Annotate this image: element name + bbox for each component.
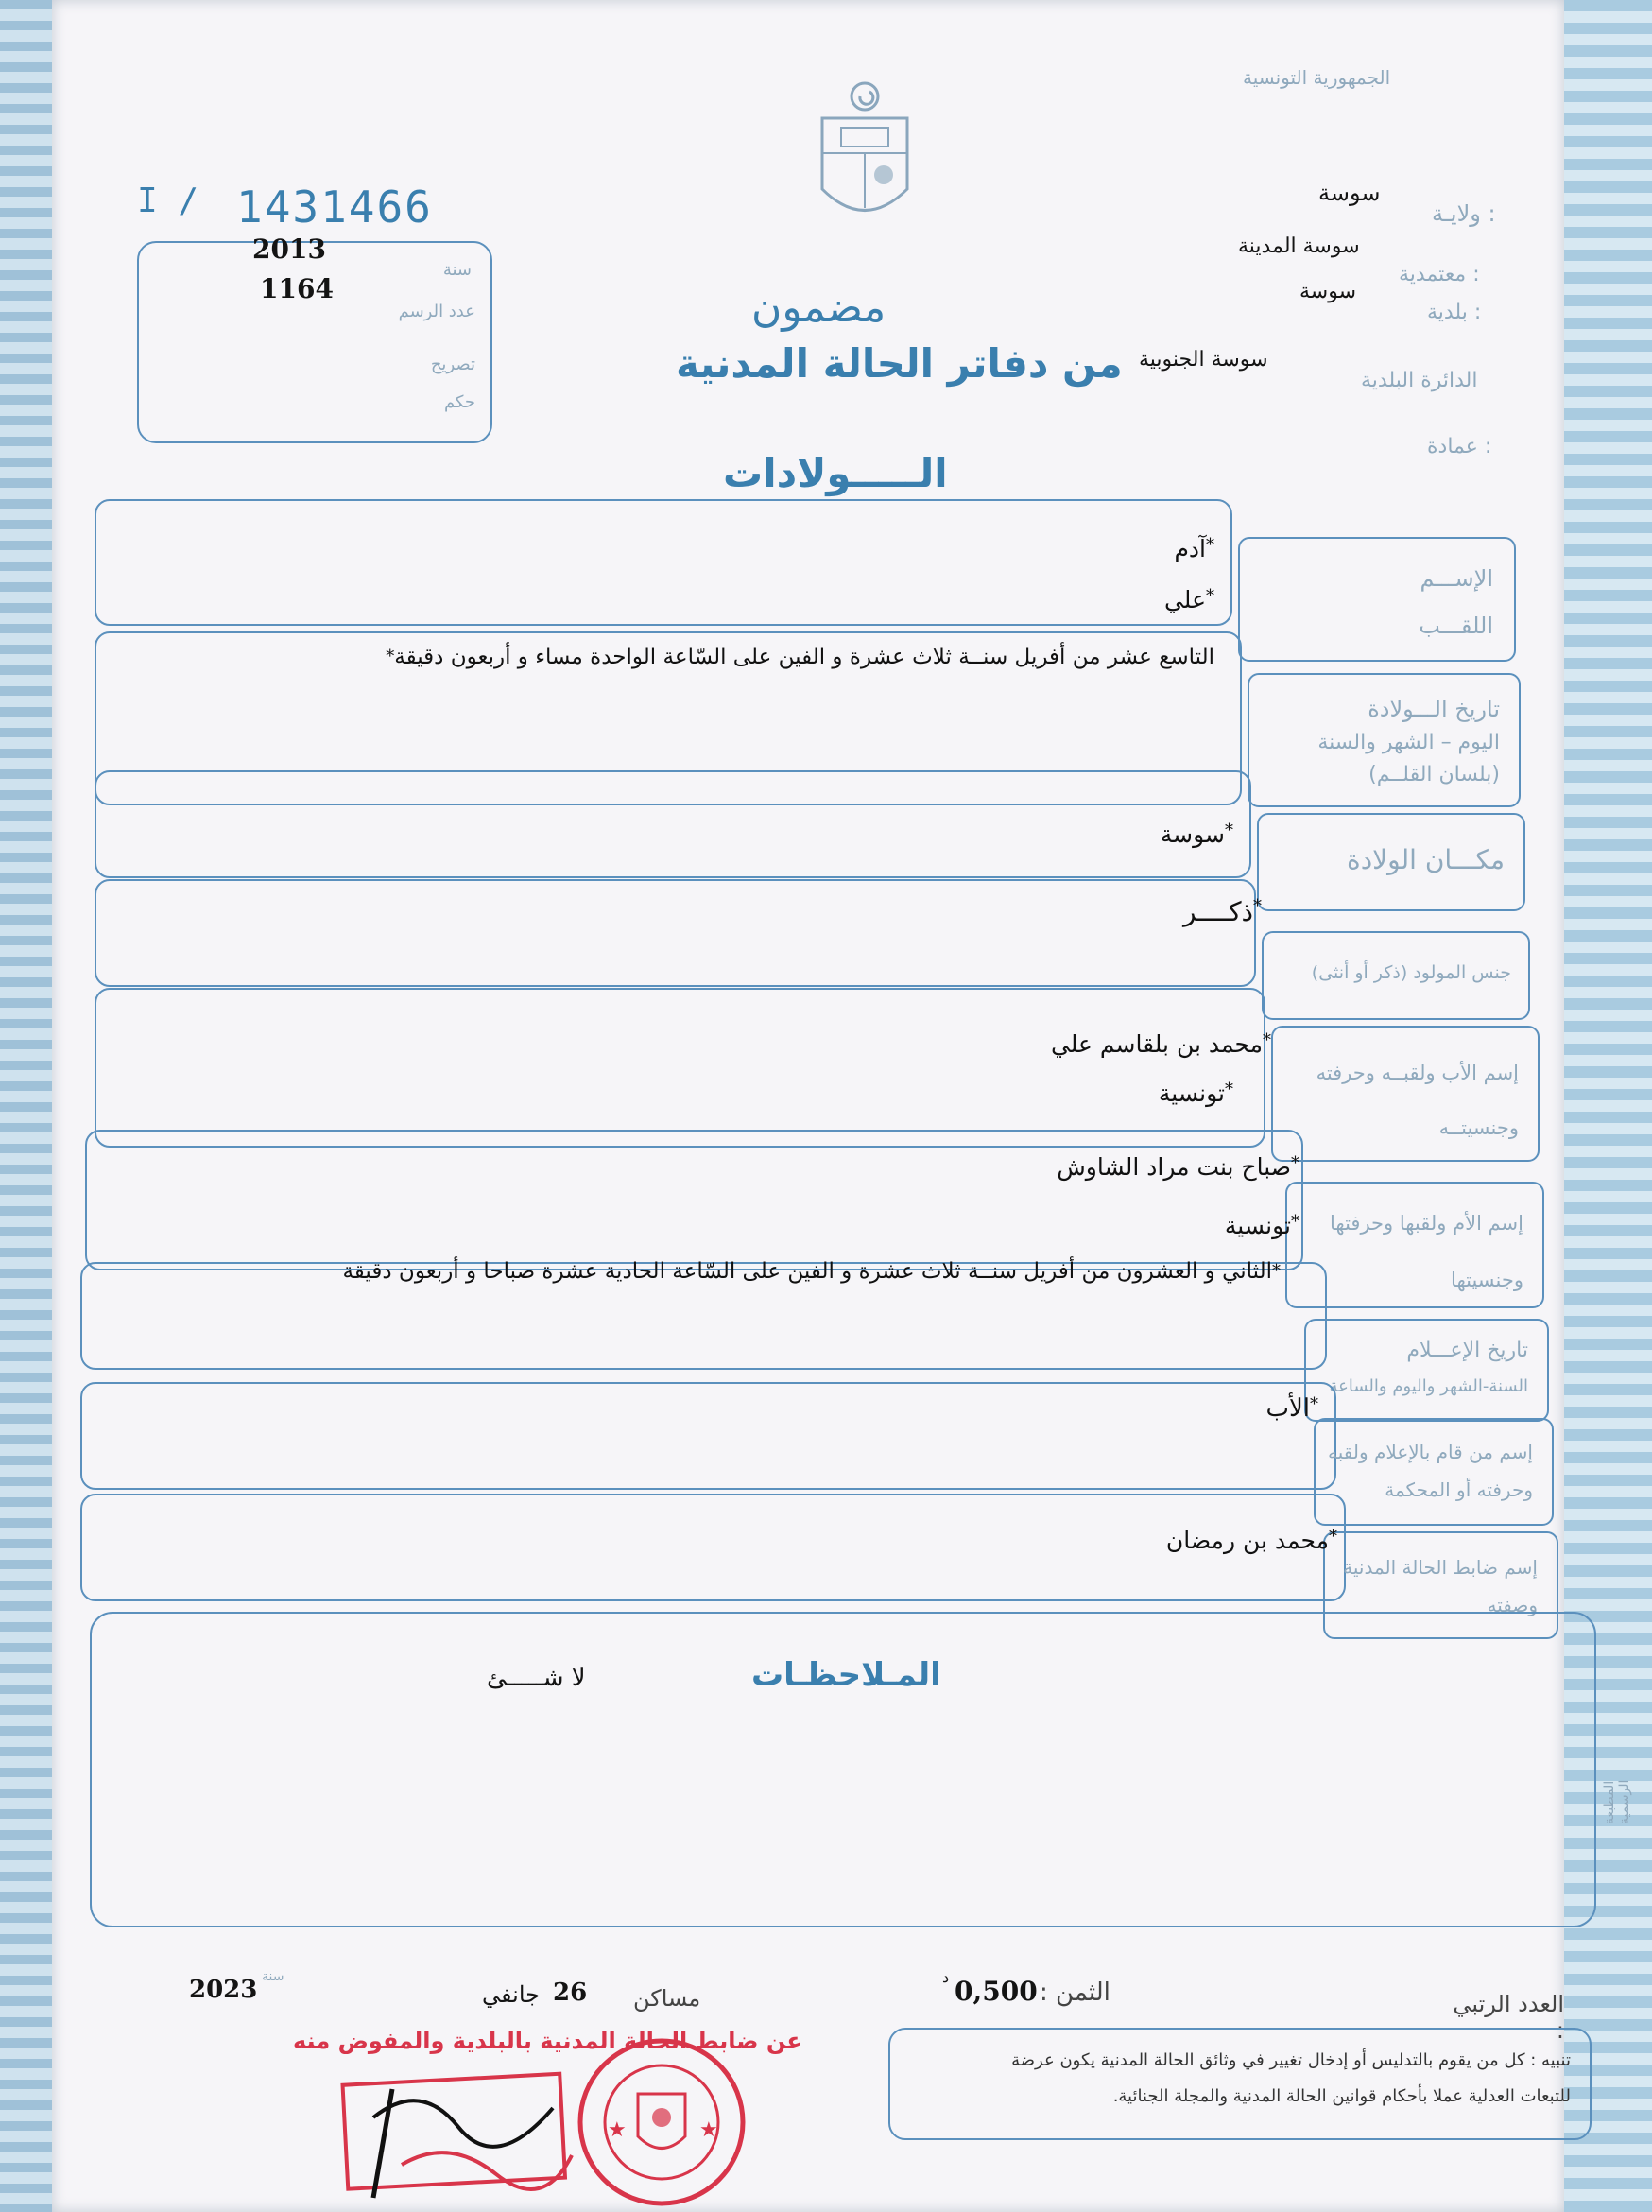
district-value: سوسة الجنوبية xyxy=(1139,348,1268,372)
father-label: إسم الأب ولقبــه وحرفته xyxy=(1316,1062,1519,1084)
year-label: سنة xyxy=(262,1969,284,1984)
declarant-label: إسم من قام بالإعلام ولقبه xyxy=(1328,1441,1533,1463)
coat-of-arms-icon xyxy=(808,76,921,236)
serial-number: 1431466 xyxy=(236,181,433,233)
registration-year: 2013 xyxy=(252,233,326,265)
republic-header: الجمهورية التونسية xyxy=(1243,66,1391,89)
sex-label-box xyxy=(1262,931,1530,1020)
declaration-date-label: تاريخ الإعـــلام xyxy=(1406,1339,1528,1362)
date-month: جانفي xyxy=(482,1981,540,2008)
birth-date-label-box xyxy=(1248,673,1521,807)
notes-value: لا شـــــئ xyxy=(487,1664,586,1692)
wilaya-label: ولايـة : xyxy=(1432,200,1496,227)
printer-mark: المطبعة الرسمية xyxy=(1602,1779,1632,1824)
imada-label: عمادة : xyxy=(1427,435,1492,458)
district-label: الدائرة البلدية xyxy=(1361,369,1478,392)
birth-date-label: تاريخ الـــولادة xyxy=(1368,696,1500,722)
notes-title: المـلاحظـات xyxy=(751,1656,941,1694)
mother-nationality-value: *تونسية xyxy=(1224,1212,1299,1239)
birth-place-label-box xyxy=(1257,813,1525,911)
declarant-label-box xyxy=(1314,1418,1554,1526)
father-label-nationality: وجنسيتــه xyxy=(1438,1116,1519,1139)
registration-record-label: عدد الرسم xyxy=(398,302,475,321)
registration-record-number: 1164 xyxy=(260,273,334,304)
price-value: 0,500 xyxy=(955,1976,1038,2007)
officer-label-detail: وصفته xyxy=(1487,1594,1538,1616)
birth-date-label-detail: اليوم – الشهر والسنة xyxy=(1317,731,1500,754)
place-label: مساكن xyxy=(633,1985,701,2012)
section-title: الـــــولادات xyxy=(723,450,948,496)
delegation-value: سوسة المدينة xyxy=(1238,234,1360,258)
serial-prefix: I / xyxy=(137,181,199,220)
mother-value-box xyxy=(85,1130,1303,1270)
signature-stamp-icon xyxy=(336,2070,600,2203)
father-name-value: *محمد بن بلقاسم علي xyxy=(1050,1030,1271,1058)
birth-date-label-note: (بلسان القلــم) xyxy=(1368,763,1500,786)
sex-label: جنس المولود (ذكر أو أنثى) xyxy=(1311,962,1511,983)
warning-line-1: تنبيه : كل من يقوم بالتدليس أو إدخال تغيير في وثائق الحالة المدنية يكون عرضة xyxy=(1011,2050,1571,2070)
declaration-date-label-detail: السنة-الشهر واليوم والساعة xyxy=(1329,1376,1528,1396)
father-value-box xyxy=(95,988,1265,1148)
registration-judgment-label: حكم xyxy=(443,392,475,412)
declarant-value-box xyxy=(80,1382,1336,1490)
declarant-label-detail: وحرفته أو المحكمة xyxy=(1385,1478,1533,1501)
father-label-box xyxy=(1271,1026,1540,1162)
delegation-label: معتمدية : xyxy=(1399,263,1480,286)
last-name-value: *علي xyxy=(1163,586,1214,613)
svg-text:★: ★ xyxy=(699,2118,718,2142)
birth-place-value-box xyxy=(95,770,1251,878)
officer-label: إسم ضابط الحالة المدنية xyxy=(1343,1556,1538,1579)
warning-box xyxy=(888,2028,1592,2140)
first-name-label: الإســـم xyxy=(1420,565,1493,592)
first-name-value: *آدم xyxy=(1174,535,1214,562)
serial-number-label: العدد الرتبي : xyxy=(1453,1991,1564,2044)
document-title: مضمون xyxy=(751,284,886,332)
father-nationality-value: *تونسية xyxy=(1158,1080,1233,1107)
municipality-label: بلدية : xyxy=(1427,301,1482,324)
registration-year-label: سنة xyxy=(442,260,472,280)
declaration-date-value: *الثاني و العشرون من أفريل سنــة ثلاث عشرة و الفين على السّاعة الحادية عشرة صباحا و أربعون دقيقة xyxy=(342,1259,1281,1284)
date-day: 26 xyxy=(553,1979,588,2007)
wilaya-value: سوسة xyxy=(1318,180,1381,206)
registration-declaration-label: تصريح xyxy=(430,354,475,374)
official-seal-icon xyxy=(572,2032,751,2212)
birth-certificate-document xyxy=(52,0,1632,2212)
birth-place-value: *سوسة xyxy=(1160,821,1233,848)
warning-line-2: للتبعات العدلية عملا بأحكام قوانين الحالة المدنية والمجلة الجنائية. xyxy=(1112,2086,1571,2106)
price-label: الثمن : xyxy=(1040,1979,1110,2007)
signer-stamp-line: عن ضابط الحالة المدنية بالبلدية والمفوض منه xyxy=(293,2028,802,2054)
mother-label: إسم الأم ولقبها وحرفتها xyxy=(1330,1212,1523,1235)
year-value: 2023 xyxy=(189,1976,258,2004)
last-name-label: اللقـــب xyxy=(1419,613,1493,639)
declarant-value: *الأب xyxy=(1265,1394,1318,1423)
mother-label-nationality: وجنسيتها xyxy=(1451,1269,1523,1291)
birth-date-value: التاسع عشر من أفريل سنــة ثلاث عشرة و الفين على السّاعة الواحدة مساء و أربعون دقيقة* xyxy=(386,645,1214,669)
birth-place-label: مكـــان الولادة xyxy=(1347,844,1505,875)
price-unit: د xyxy=(942,1968,950,1986)
name-label-box xyxy=(1238,537,1516,662)
registration-box xyxy=(137,233,492,443)
municipality-value: سوسة xyxy=(1299,280,1357,303)
document-subtitle: من دفاتر الحالة المدنية xyxy=(676,340,1123,387)
mother-name-value: *صباح بنت مراد الشاوش xyxy=(1057,1153,1299,1181)
declaration-date-label-box xyxy=(1304,1319,1549,1422)
name-value-box xyxy=(95,499,1232,626)
sex-value: *ذكــــر xyxy=(1182,896,1262,927)
officer-value: *محمد بن رمضان xyxy=(1165,1527,1337,1554)
svg-text:★: ★ xyxy=(608,2118,627,2142)
